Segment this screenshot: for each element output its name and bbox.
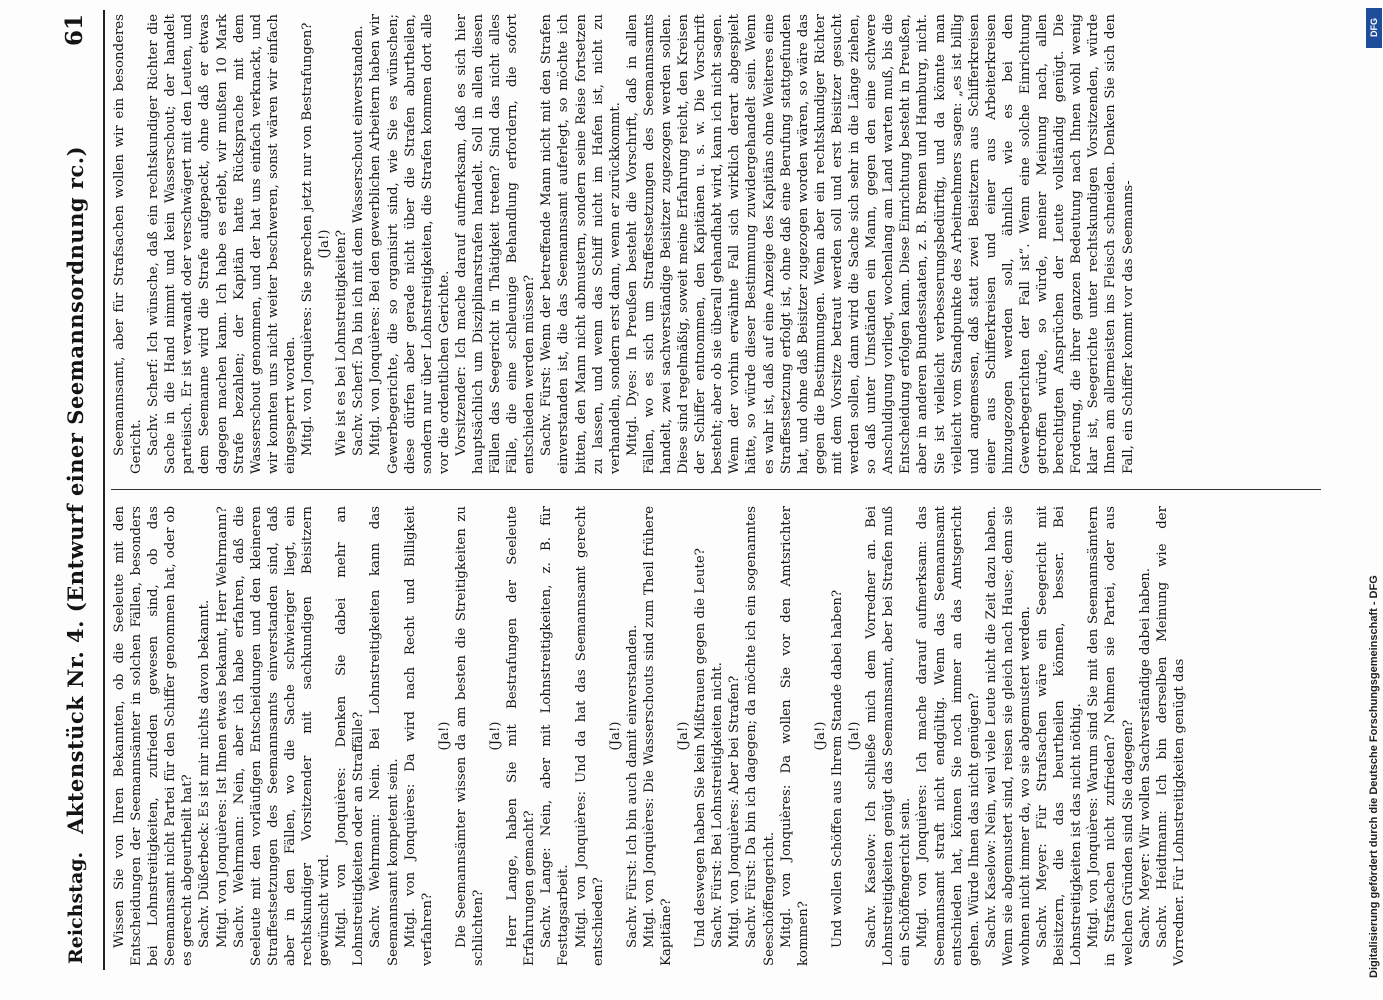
paragraph: Mitgl. von Jonquières: Denken Sie dabei mehr an Lohnstreitigkeiten oder an Straffälle? xyxy=(334,506,367,966)
paragraph: Sachv. Fürst: Da bin ich dagegen; da möchte ich ein sogenanntes Seeschöffengericht. xyxy=(744,506,777,966)
paragraph: Mitgl. von Jonquières: Die Wasserschouts sind zum Theil frühere Kapitäne? xyxy=(641,506,674,966)
paragraph: Sachv. Kaselow: Ich schließe mich dem Vorredner an. Bei Lohnstreitigkeiten genügt das Seemannsamt, aber bei Strafen muß ein Schöffengericht sein. xyxy=(864,506,914,966)
paragraph: Mitgl. Dyes: In Preußen besteht die Vorschrift, daß in allen Fällen, wo es sich um Straffestsetzungen des Seemannsamts handelt, zwei sachverständige Beisitzer zugezogen werden sollen. Diese sind regelmäßig, soweit meine Erfahrung reicht, den Kreisen der Schiffer entnommen, den Kapitänen u. s. w. Die Vorschrift besteht; aber ob sie überall gehandhabt wird, kann ich nicht sagen. Wenn der vorhin erwähnte Fall sich wirklich derart abgespielt hätte, so würde dieser Bestimmung zuwidergehandelt sein. Wenn es wahr ist, daß auf eine Anzeige des Kapitäns ohne Weiteres eine Straffestsetzung erfolgt ist, ohne daß eine Berufung stattgefunden hat, und ohne daß Beisitzer zugezogen worden wären, so wäre das gegen die Bestimmungen. Wenn aber ein rechtskundiger Richter mit dem Vorsitze betraut werden soll und erst Beisitzer gesucht werden sollen, dann wird die Sache sich sehr in die Länge ziehen, so daß unter Umständen ein Mann, gegen den eine schwere Anschuldigung vorliegt, wochenlang am Land warten muß, bis die Entscheidung erfolgen kann. Diese Einrichtung besteht in Preußen, aber in anderen Bundesstaaten, z. B. Bremen und Hamburg, nicht. Sie ist vielleicht verbesserungsbedürftig, und da könnte man vielleicht vom Standpunkte des Arbeitnehmers sagen: „es ist billig und angemessen, daß statt zwei Beisitzern aus Schifferkreisen einer aus Schifferkreisen und einer aus Arbeiterkreisen hinzugezogen werden soll, ähnlich wie es bei den Gewerbegerichten der Fall ist“. Wenn eine solche Einrichtung getroffen würde, so würde, meiner Meinung nach, allen berechtigten Ansprüchen der Leute vollständig genügt. Die Forderung, die ihrer ganzen Bedeutung nach Ihnen wohl wenig klar ist, Seegerichte unter rechtskundigen Vorsitzenden, würde Ihnen am allermeisten ins Fleisch schneiden. Denken Sie sich den Fall, ein Schiffer kommt vor das Seemanns- xyxy=(624,14,1136,474)
header-title: Aktenstück Nr. 4. (Entwurf einer Seemannsordnung rc.) xyxy=(63,145,88,835)
header-left: Reichstag. xyxy=(65,851,87,964)
dfg-logo: DFG xyxy=(1366,8,1382,48)
paragraph: Mitgl. von Jonquières: Aber bei Strafen? xyxy=(727,675,743,948)
paragraph: Mitgl. von Jonquières: Da wird nach Recht und Billigkeit verfahren? xyxy=(402,506,435,966)
rotated-frame xyxy=(57,10,1327,970)
paragraph: Sachv. Fürst: Ich bin auch damit einverstanden. xyxy=(624,624,640,948)
running-header xyxy=(57,10,101,970)
paragraph: Sachv. Meyer: Für Strafsachen wäre ein Seegericht mit Beisitzern, die das beurtheilen können, besser. Bei Lohnstreitigkeiten ist das nicht nöthig. xyxy=(1035,506,1085,966)
paragraph: Mitgl. von Jonquières: Sie sprechen jetzt nur von Bestrafungen? xyxy=(300,22,316,456)
paragraph: Mitgl. von Jonquières: Bei den gewerblichen Arbeitern haben wir Gewerbegerichte, die so organisirt sind, wie Sie es wünschen; diese dürfen aber gerade nicht über die Strafen aburtheilen, sondern nur über Lohnstreitigkeiten, die Strafen kommen dort alle vor die ordentlichen Gerichte. xyxy=(368,14,452,474)
paragraph: (Ja!) xyxy=(812,721,828,751)
header-rule xyxy=(103,10,105,970)
paragraph: Mitgl. von Jonquières: Warum sind Sie mit den Seemannsämtern in Strafsachen nicht zufrieden? Nehmen sie Partei, oder aus welchen Gründen sind Sie dagegen? xyxy=(1086,506,1136,966)
paragraph: Mitgl. von Jonquières: Ich mache darauf aufmerksam: das Seemannsamt straft nicht endgültig. Wenn das Seemannsamt entschieden hat, können Sie noch immer an das Amtsgericht gehen. Würde Ihnen das nicht genügen? xyxy=(915,506,982,966)
paragraph: Wissen Sie von Ihren Bekannten, ob die Seeleute mit den Entscheidungen der Seemannsämter in solchen Fällen, besonders bei Lohnstreitigkeiten, zufrieden gewesen sind, ob das Seemannsamt nicht Partei für den Schiffer genommen hat, oder ob es gerecht abgeurtheilt hat? xyxy=(112,506,196,966)
paragraph: (Ja!) xyxy=(317,229,333,259)
digitization-credit: Digitalisierung gefördert durch die Deutsche Forschungsgemeinschaft - DFG xyxy=(1368,575,1380,978)
paragraph: (Ja!) xyxy=(676,721,692,751)
paragraph: Mitgl. von Jonquières: Ist Ihnen etwas bekannt, Herr Wehrmann? xyxy=(214,506,230,948)
paragraph: Sachv. Meyer: Wir wollen Sachverständige dabei haben. xyxy=(1137,568,1153,948)
paragraph: Sachv. Wehrmann: Nein. Bei Lohnstreitigkeiten kann das Seemannsamt kompetent sein. xyxy=(368,506,401,966)
paragraph: Sachv. Kaselow: Nein, weil viele Leute nicht die Zeit dazu haben. Wenn sie abgemustert sind, reisen sie gleich nach Hause; denn sie wohnen nicht immer da, wo sie abgemustert werden. xyxy=(983,506,1033,966)
paragraph: (Ja!) xyxy=(488,721,504,751)
paragraph: Sachv. Scherf: Ich wünsche, daß ein rechtskundiger Richter die Sache in die Hand nimmt und kein Wasserschout; der handelt parteiisch. Er ist verwandt oder verschwägert mit den Leuten, und dem Seemanne wird die Strafe aufgepackt, ohne daß er etwas dagegen machen kann. Ich habe es erlebt, wir mußten 10 Mark Strafe bezahlen; der Kapitän hatte Rücksprache mit dem Wasserschout genommen, und der hat uns einfach verknackt, und wir konnten uns nicht weiter beschweren, sonst wären wir einfach eingesperrt worden. xyxy=(146,14,298,474)
paragraph: Vorsitzender: Ich mache darauf aufmerksam, daß es sich hier hauptsächlich um Disziplinarstrafen handelt. Soll in allen diesen Fällen das Seegericht in Thätigkeit treten? Sind das nicht alles Fälle, die eine schleunige Behandlung erfordern, die sofort entschieden werden müssen? xyxy=(453,14,538,474)
paragraph: Sachv. Düßerbeck: Es ist mir nichts davon bekannt. xyxy=(197,599,213,948)
paragraph: Sachv. Lange: Nein, aber mit Lohnstreitigkeiten, z. B. für Festtagsarbeit. xyxy=(539,506,572,966)
paragraph: Sachv. Wehrmann: Nein, aber ich habe erfahren, daß die Seeleute mit den vorläufigen Entscheidungen und den kleineren Straffestsetzungen des Seemannsamts einverstanden sind, daß aber in den Fällen, wo die Sache schwieriger liegt, ein rechtskundiger Vorsitzender mit sachkundigen Beisitzern gewünscht wird. xyxy=(231,506,333,966)
paragraph: Wie ist es bei Lohnstreitigkeiten? xyxy=(334,229,350,456)
paragraph: Seemannsamt, aber für Strafsachen wollen wir ein besonderes Gericht. xyxy=(112,14,145,474)
paragraph: Und deswegen haben Sie kein Mißtrauen gegen die Leute? xyxy=(693,548,709,948)
paragraph: Und wollen Schöffen aus Ihrem Stande dabei haben? xyxy=(829,589,845,948)
paragraph: Sachv. Heidtmann: Ich bin derselben Meinung wie der Vorredner. Für Lohnstreitigkeiten genügt das xyxy=(1154,506,1187,966)
right-column xyxy=(111,14,1323,474)
paragraph: Sachv. Fürst: Bei Lohnstreitigkeiten nicht. xyxy=(710,662,726,948)
paragraph: (Ja!) xyxy=(847,721,863,751)
paragraph: (Ja!) xyxy=(436,721,452,751)
paragraph: Die Seemannsämter wissen da am besten die Streitigkeiten zu schlichten? xyxy=(453,506,486,966)
paragraph: Mitgl. von Jonquières: Und da hat das Seemannsamt gerecht entschieden? xyxy=(573,506,606,966)
page-number: 61 xyxy=(61,14,88,47)
credit-strip xyxy=(1348,8,1378,988)
document-page xyxy=(57,10,1327,970)
paragraph: Sachv. Scherf: Da bin ich mit dem Wasserschout einverstanden. xyxy=(351,25,367,456)
paragraph: Sachv. Fürst: Wenn der betreffende Mann nicht mit den Strafen einverstanden ist, die das Seemannsamt auferlegt, so möchte ich bitten, den Mann nicht abmustern, sondern seine Reise fortsetzen zu lassen, und wenn das Schiff nicht im Hafen ist, nicht zu verhandeln, sondern erst dann, wenn er zurückkommt. xyxy=(539,14,623,474)
paragraph: Mitgl. von Jonquières: Da wollen Sie vor den Amtsrichter kommen? xyxy=(778,506,811,966)
left-column xyxy=(111,506,1323,966)
paragraph: (Ja!) xyxy=(607,721,623,751)
paragraph: Herr Lange, haben Sie mit Bestrafungen der Seeleute Erfahrungen gemacht? xyxy=(505,506,538,966)
column-separator xyxy=(111,489,1321,490)
